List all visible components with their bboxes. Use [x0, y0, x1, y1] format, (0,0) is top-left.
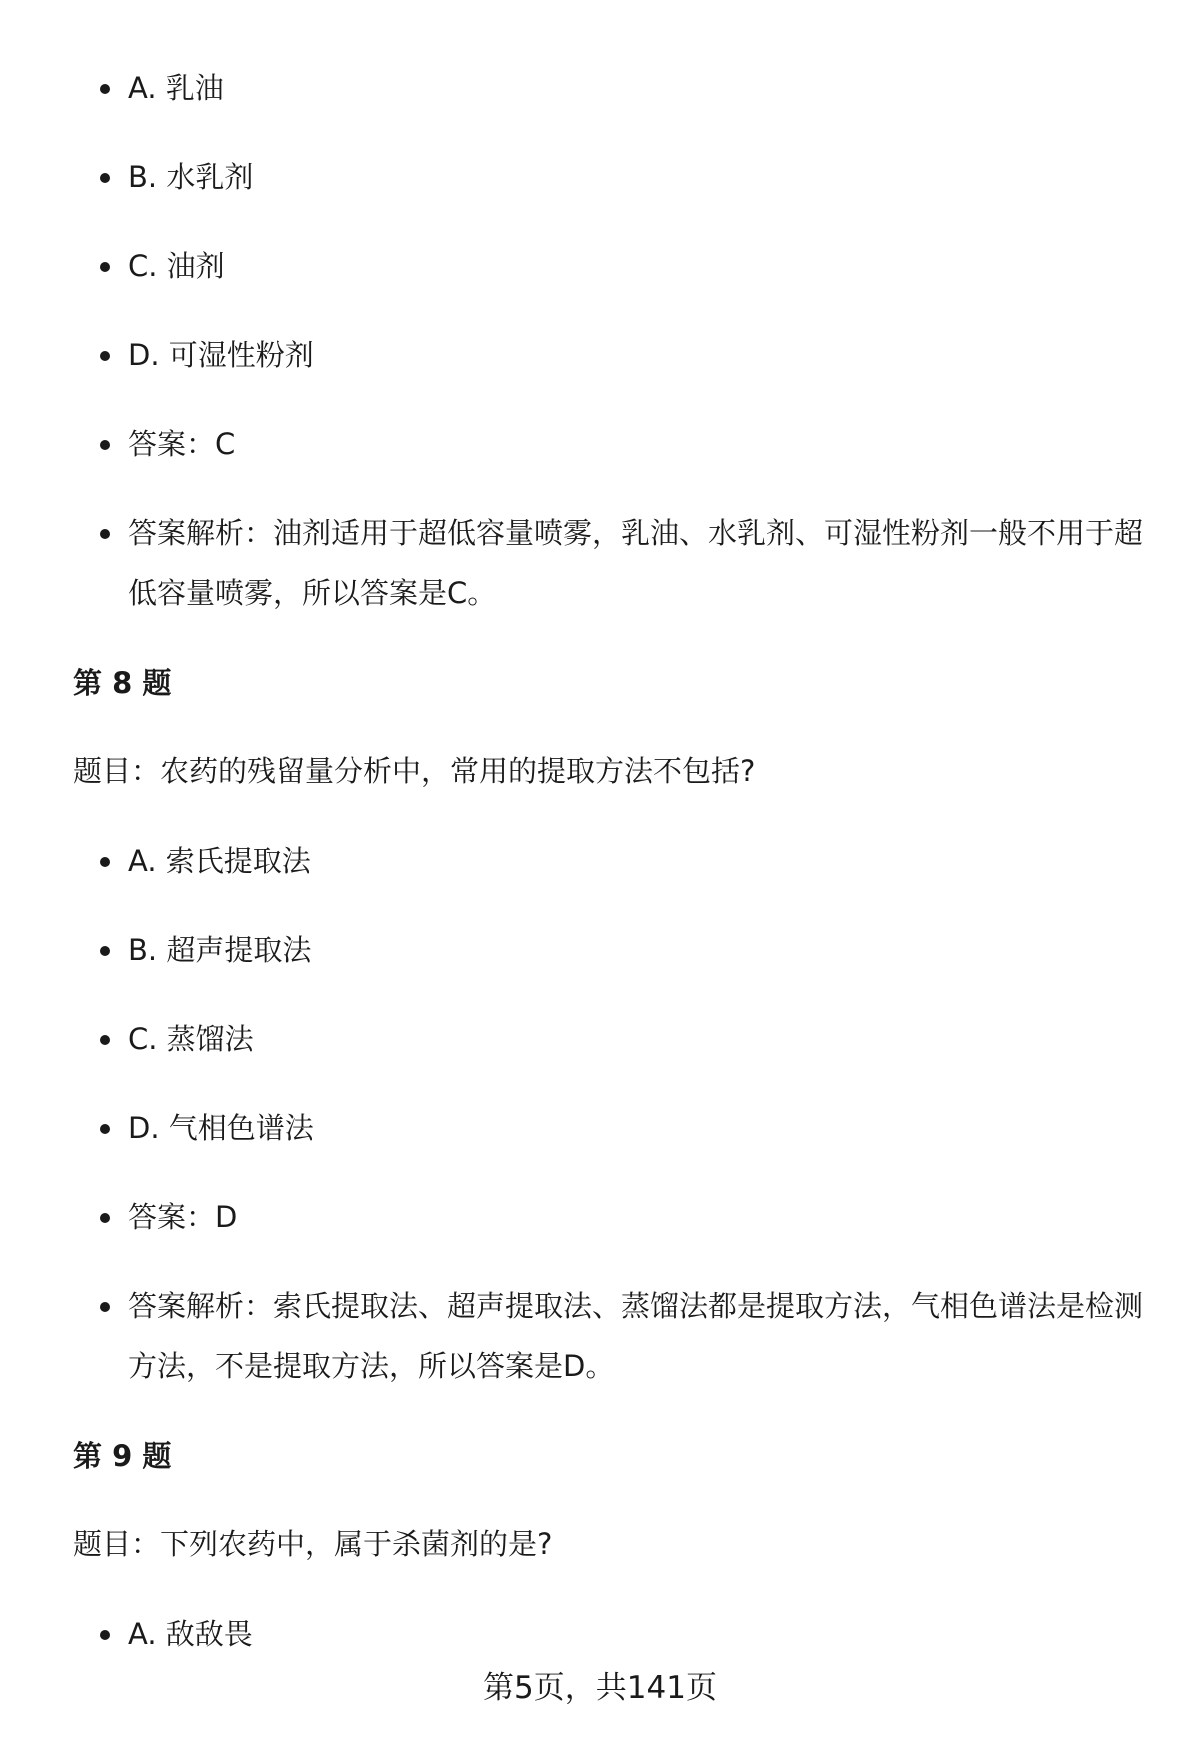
bullet-icon [100, 262, 110, 272]
q8-heading: 第 8 题 [73, 666, 172, 700]
q8-answer: 答案：D [128, 1187, 1158, 1247]
q7-explanation: 答案解析：油剂适用于超低容量喷雾，乳油、水乳剂、可湿性粉剂一般不用于超低容量喷雾，所以答案是C。 [128, 503, 1158, 623]
q8-explanation: 答案解析：索氏提取法、超声提取法、蒸馏法都是提取方法，气相色谱法是检测方法，不是提取方法，所以答案是D。 [128, 1276, 1158, 1396]
q8-option-a: A. 索氏提取法 [128, 831, 1158, 891]
q7-option-b: B. 水乳剂 [128, 147, 1158, 207]
q9-heading: 第 9 题 [73, 1439, 172, 1473]
bullet-icon [100, 440, 110, 450]
bullet-icon [100, 1035, 110, 1045]
bullet-icon [100, 1213, 110, 1223]
bullet-icon [100, 529, 110, 539]
q8-option-b: B. 超声提取法 [128, 920, 1158, 980]
page-number: 第5页，共141页 [483, 1670, 717, 1706]
bullet-icon [100, 173, 110, 183]
bullet-icon [100, 351, 110, 361]
q8-option-c: C. 蒸馏法 [128, 1009, 1158, 1069]
bullet-icon [100, 857, 110, 867]
q8-option-d: D. 气相色谱法 [128, 1098, 1158, 1158]
bullet-icon [100, 84, 110, 94]
q9-stem: 题目：下列农药中，属于杀菌剂的是? [73, 1527, 553, 1561]
q7-option-a: A. 乳油 [128, 58, 1158, 118]
q8-stem: 题目：农药的残留量分析中，常用的提取方法不包括? [73, 754, 756, 788]
q9-option-a: A. 敌敌畏 [128, 1604, 1158, 1664]
bullet-icon [100, 946, 110, 956]
q7-option-c: C. 油剂 [128, 236, 1158, 296]
bullet-icon [100, 1124, 110, 1134]
q7-option-d: D. 可湿性粉剂 [128, 325, 1158, 385]
q7-answer: 答案：C [128, 414, 1158, 474]
bullet-icon [100, 1630, 110, 1640]
bullet-icon [100, 1302, 110, 1312]
